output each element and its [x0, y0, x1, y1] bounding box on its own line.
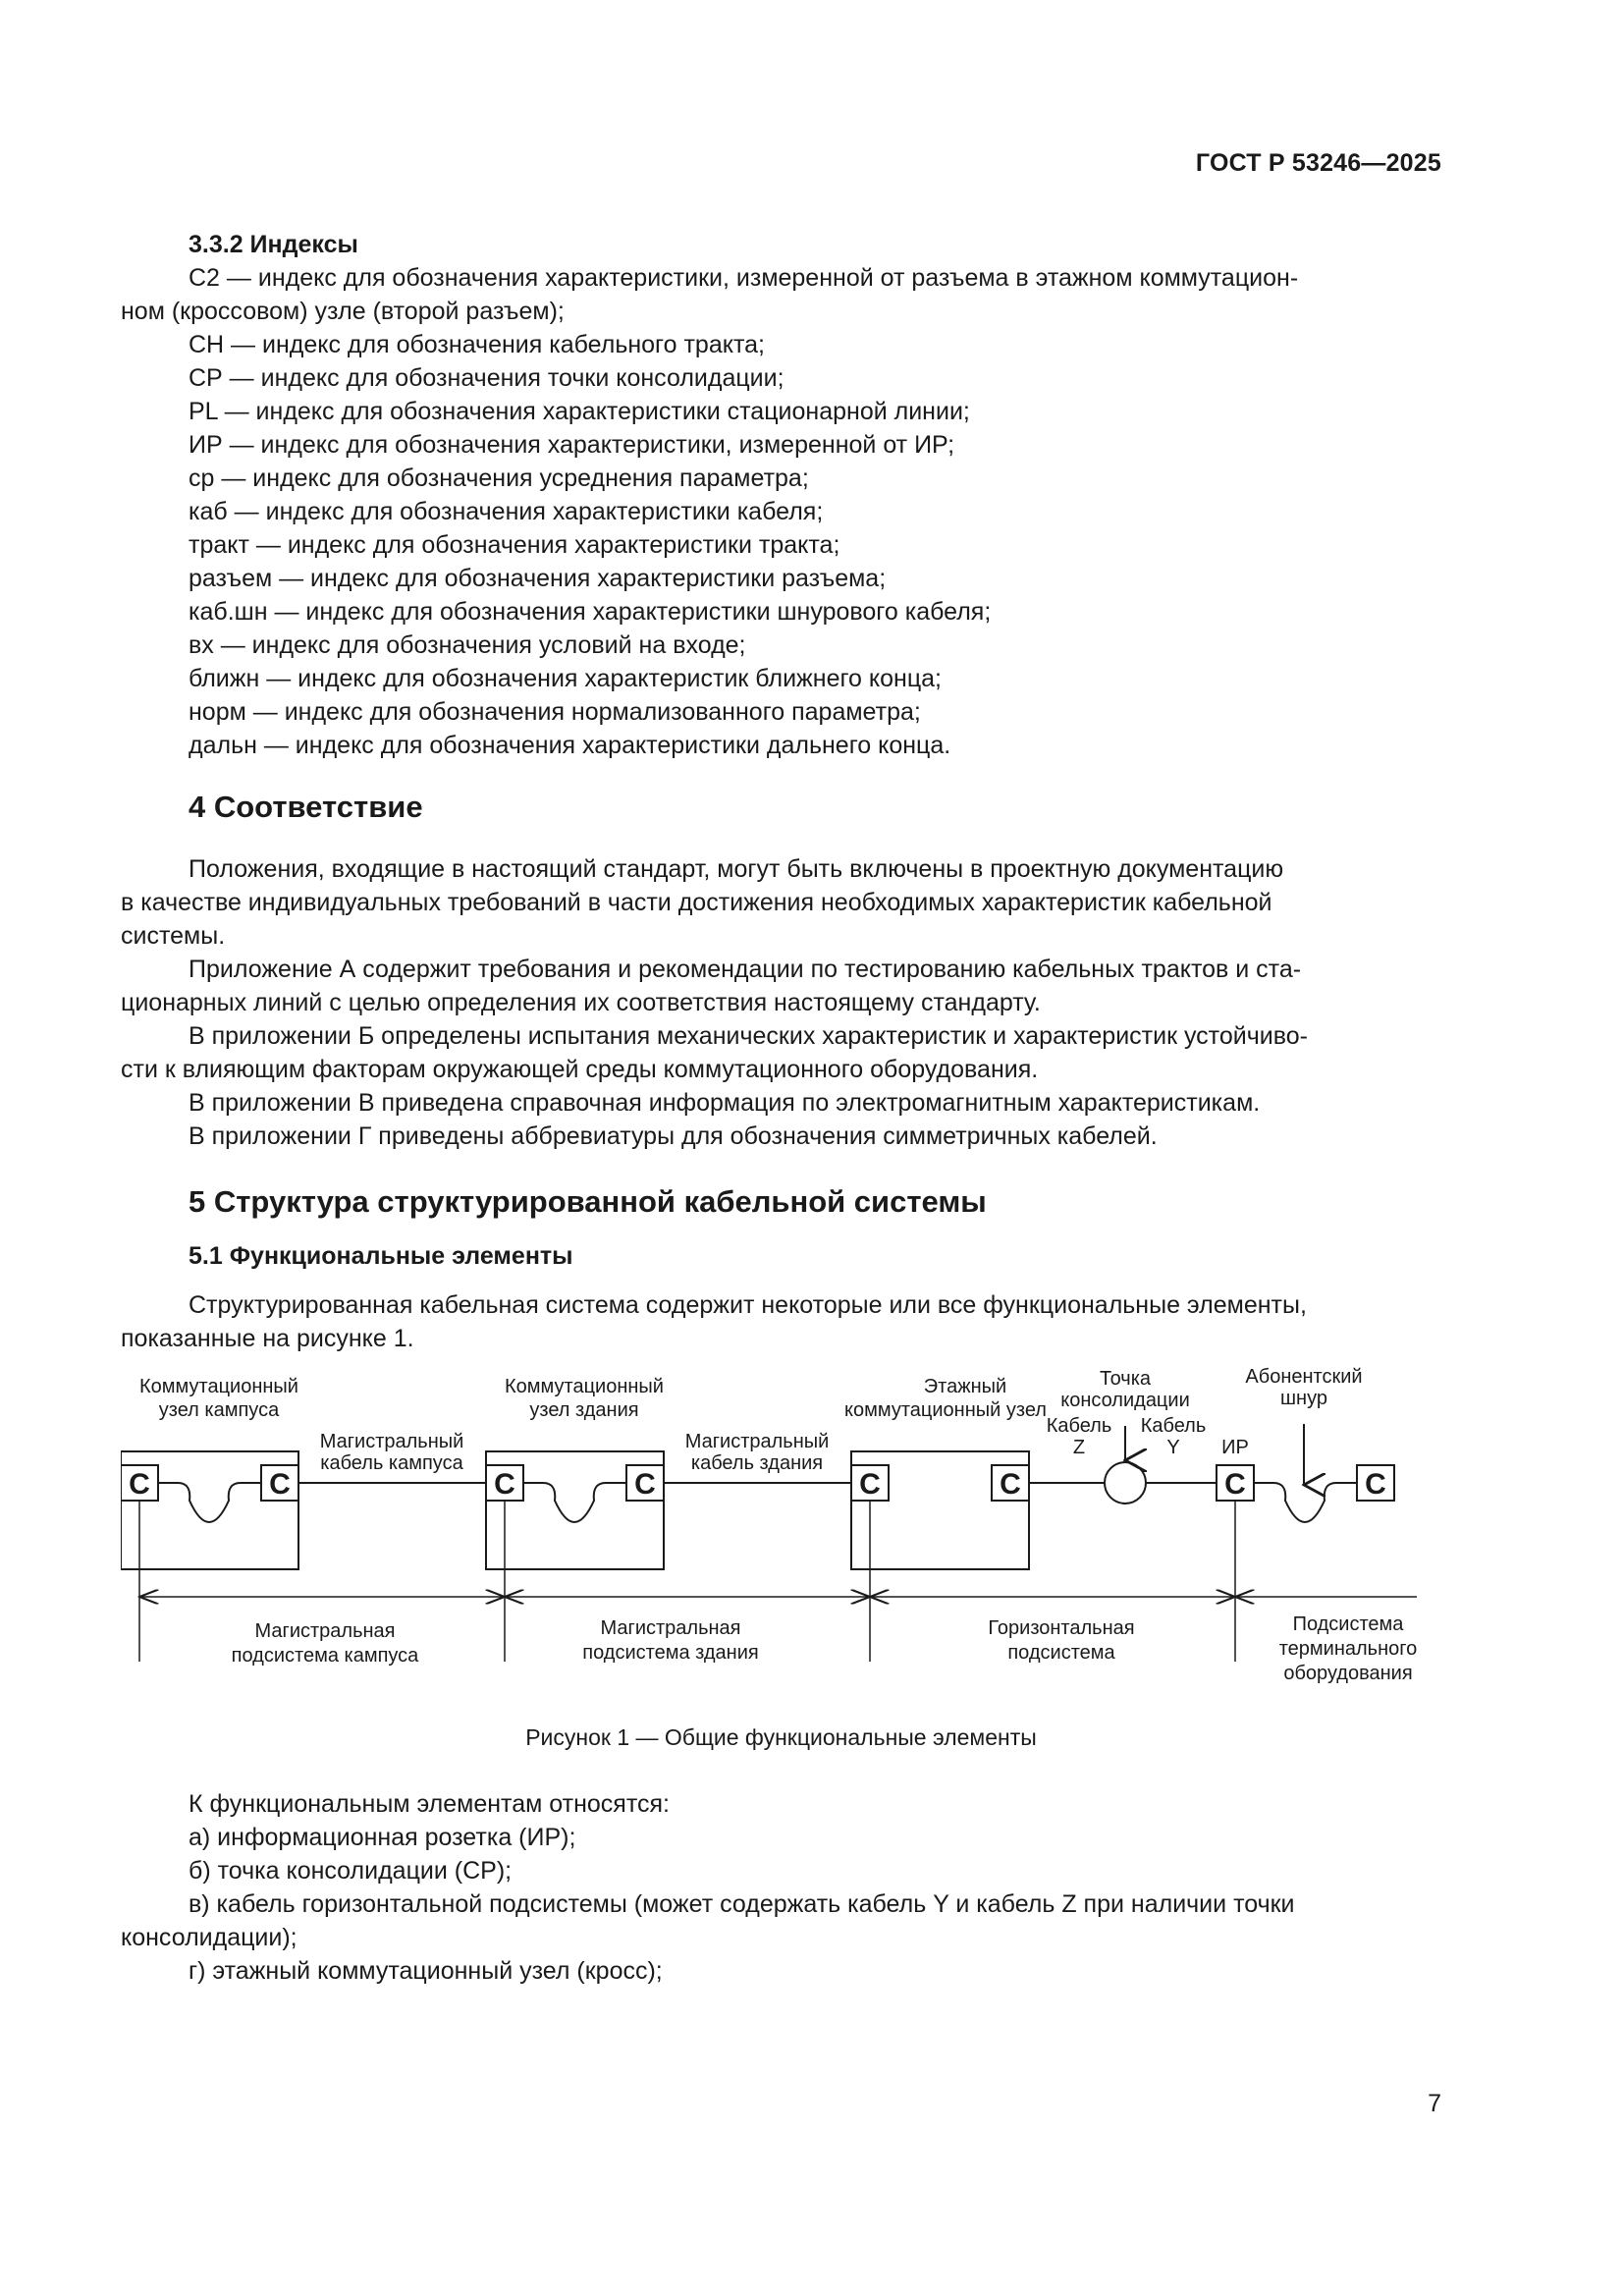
paragraph-line: показанные на рисунке 1.	[121, 1325, 414, 1352]
paragraph-line: Приложение А содержит требования и рекомендации по тестированию кабельных трактов и ста-	[189, 956, 1302, 983]
index-item: ср — индекс для обозначения усреднения параметра;	[189, 465, 809, 492]
building-subsystem-label: подсистема здания	[582, 1642, 759, 1664]
cable-y-label: Кабель	[1140, 1415, 1207, 1437]
campus-cable-label: кабель кампуса	[320, 1452, 463, 1474]
cable-z-label: Z	[1072, 1437, 1086, 1458]
figure-functional-elements	[121, 1367, 1441, 1711]
outlet-label: ИР	[1221, 1437, 1249, 1458]
index-item: СР — индекс для обозначения точки консолидации;	[189, 364, 784, 392]
document-header: ГОСТ Р 53246—2025	[1195, 149, 1441, 177]
index-item: тракт — индекс для обозначения характеристики тракта;	[189, 531, 840, 559]
list-item-cont: консолидации);	[121, 1924, 298, 1951]
campus-node-label: узел кампуса	[158, 1399, 280, 1421]
connector-label: С	[1000, 1468, 1021, 1501]
figure-caption: Рисунок 1 — Общие функциональные элементы	[525, 1724, 1037, 1750]
campus-subsystem-label: Магистральная	[254, 1620, 396, 1642]
cp-label: консолидации	[1060, 1390, 1190, 1411]
index-c2-line: С2 — индекс для обозначения характеристики, измеренной от разъема в этажном коммутацион-	[189, 264, 1299, 292]
list-item: а) информационная розетка (ИР);	[189, 1824, 576, 1851]
campus-cable-label: Магистральный	[319, 1431, 464, 1452]
horizontal-subsystem-label: подсистема	[1007, 1642, 1115, 1664]
connector-label: С	[1224, 1468, 1246, 1501]
index-item: ИР — индекс для обозначения характеристики, измеренной от ИР;	[189, 431, 955, 459]
paragraph-line: В приложении Б определены испытания механических характеристик и характеристик устойчиво-	[189, 1022, 1308, 1050]
paragraph-line: сти к влияющим факторам окружающей среды коммутационного оборудования.	[121, 1056, 1039, 1083]
connector-label: С	[1365, 1468, 1386, 1501]
cp-label: Точка	[1099, 1368, 1152, 1390]
index-item: норм — индекс для обозначения нормализованного параметра;	[189, 698, 921, 726]
paragraph-line: Положения, входящие в настоящий стандарт, могут быть включены в проектную документацию	[189, 855, 1284, 883]
cable-z-label: Кабель	[1046, 1415, 1112, 1437]
connector-label: С	[634, 1468, 656, 1501]
connector-label: С	[129, 1468, 150, 1501]
list-intro: К функциональным элементам относятся:	[189, 1790, 670, 1818]
building-subsystem-label: Магистральная	[600, 1617, 741, 1639]
building-node-label: узел здания	[529, 1399, 639, 1421]
terminal-subsystem-label: Подсистема	[1292, 1613, 1404, 1635]
terminal-subsystem-label: терминального	[1278, 1638, 1418, 1660]
paragraph-line: ционарных линий с целью определения их соответствия настоящему стандарту.	[121, 989, 1041, 1016]
paragraph-line: системы.	[121, 922, 226, 950]
cable-y-label: Y	[1166, 1437, 1180, 1458]
connector-label: С	[494, 1468, 515, 1501]
index-c2-line-cont: ном (кроссовом) узле (второй разъем);	[121, 298, 565, 325]
building-node-label: Коммутационный	[505, 1376, 664, 1397]
campus-node-label: Коммутационный	[139, 1376, 298, 1397]
index-item: дальн — индекс для обозначения характеристики дальнего конца.	[189, 732, 951, 759]
page-content	[121, 228, 1441, 1988]
index-item: СН — индекс для обозначения кабельного тракта;	[189, 331, 765, 358]
connector-label: С	[859, 1468, 881, 1501]
consolidation-point-icon	[1105, 1462, 1146, 1503]
section-5-heading: 5 Структура структурированной кабельной системы	[189, 1184, 987, 1219]
index-item: вх — индекс для обозначения условий на входе;	[189, 631, 746, 659]
building-cable-label: Магистральный	[684, 1431, 830, 1452]
section-5-1-heading: 5.1 Функциональные элементы	[189, 1242, 573, 1270]
horizontal-subsystem-label: Горизонтальная	[988, 1617, 1135, 1639]
paragraph-line: В приложении В приведена справочная информация по электромагнитным характеристикам.	[189, 1089, 1261, 1117]
patch-cord	[523, 1483, 626, 1522]
list-item: в) кабель горизонтальной подсистемы (может содержать кабель Y и кабель Z при наличии точки	[189, 1890, 1295, 1918]
page-number: 7	[1428, 2090, 1441, 2117]
list-item: г) этажный коммутационный узел (кросс);	[189, 1957, 663, 1985]
paragraph-line: Структурированная кабельная система содержит некоторые или все функциональные элементы,	[189, 1291, 1307, 1319]
floor-node-label: Этажный	[923, 1376, 1007, 1397]
building-cable-label: кабель здания	[690, 1452, 824, 1474]
floor-node-label: коммутационный узел	[844, 1399, 1047, 1421]
section-3-3-2-heading: 3.3.2 Индексы	[189, 231, 358, 258]
index-item: ближн — индекс для обозначения характеристик ближнего конца;	[189, 665, 942, 692]
index-item: PL — индекс для обозначения характеристики стационарной линии;	[189, 398, 970, 425]
paragraph-line: В приложении Г приведены аббревиатуры для обозначения симметричных кабелей.	[189, 1122, 1158, 1150]
campus-subsystem-label: подсистема кампуса	[231, 1645, 419, 1667]
terminal-subsystem-label: оборудования	[1283, 1663, 1413, 1684]
paragraph-line: в качестве индивидуальных требований в части достижения необходимых характеристик кабельной	[121, 889, 1272, 916]
list-item: б) точка консолидации (СР);	[189, 1857, 513, 1885]
section-4-heading: 4 Соответствие	[189, 790, 423, 824]
connector-label: С	[269, 1468, 291, 1501]
index-item: каб.шн — индекс для обозначения характеристики шнурового кабеля;	[189, 598, 992, 626]
index-item: разъем — индекс для обозначения характеристики разъема;	[189, 565, 887, 592]
index-item: каб — индекс для обозначения характеристики кабеля;	[189, 498, 824, 525]
user-cord	[1254, 1483, 1357, 1522]
patch-cord	[158, 1483, 261, 1522]
user-cord-label: Абонентский	[1245, 1367, 1363, 1388]
figure-diagram	[121, 1367, 1441, 1711]
user-cord-label: шнур	[1280, 1388, 1327, 1409]
